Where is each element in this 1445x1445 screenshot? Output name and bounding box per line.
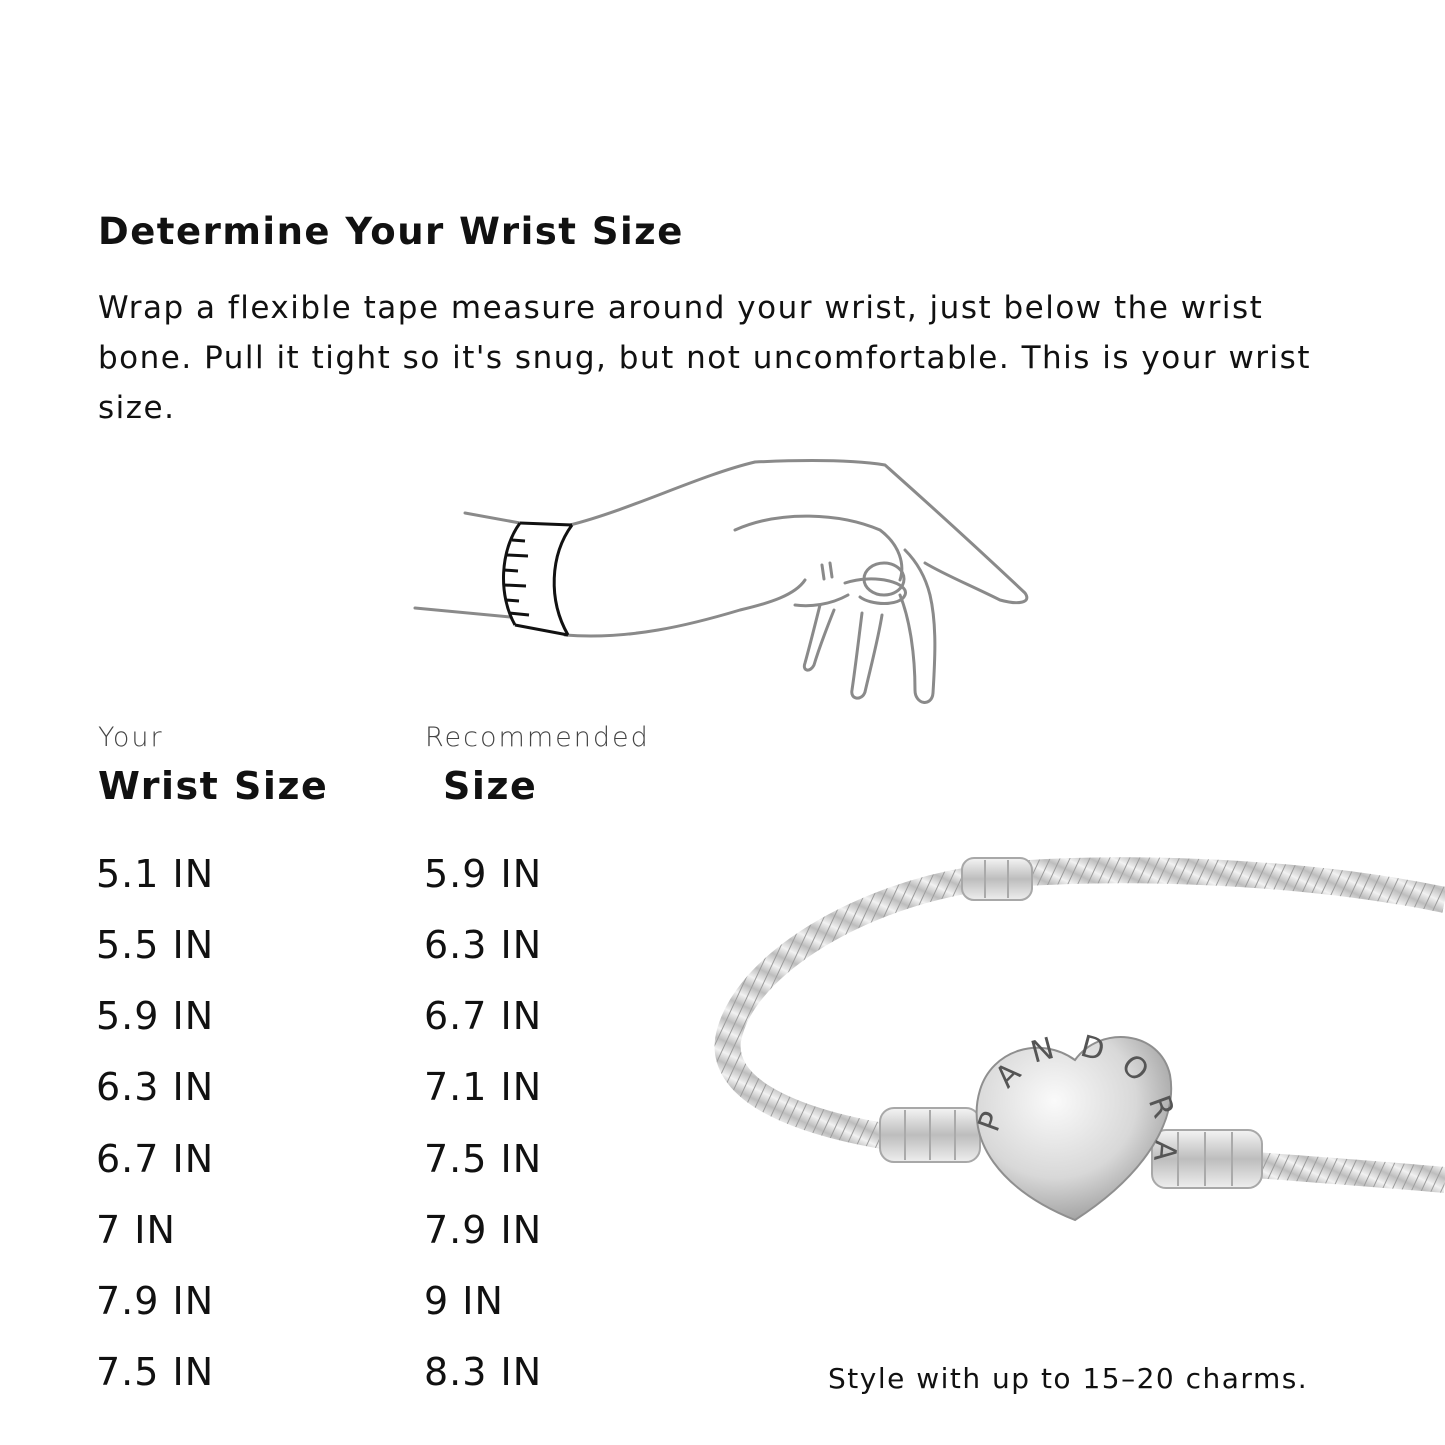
recommended-size-cell: 5.9 IN xyxy=(424,852,543,896)
clasp-letter: P xyxy=(971,1107,1011,1137)
page-heading: Determine Your Wrist Size xyxy=(98,210,684,253)
clasp-letter: A xyxy=(1146,1139,1183,1163)
wrist-size-cell: 5.1 IN xyxy=(96,852,215,896)
charms-note: Style with up to 15–20 charms. xyxy=(828,1362,1309,1395)
clasp-letter: N xyxy=(1027,1031,1058,1071)
wrist-size-cell: 5.9 IN xyxy=(96,994,215,1038)
clasp-letter: D xyxy=(1076,1028,1109,1069)
wrist-size-cell: 5.5 IN xyxy=(96,923,215,967)
hand-tape-measure-illustration xyxy=(400,445,1040,715)
recommended-size-cell: 9 IN xyxy=(424,1279,504,1323)
wrist-size-cell: 7 IN xyxy=(96,1208,176,1252)
recommended-size-cell: 6.7 IN xyxy=(424,994,543,1038)
recommended-size-header: Size xyxy=(443,764,538,808)
wrist-size-cell: 7.9 IN xyxy=(96,1279,215,1323)
wrist-size-cell: 7.5 IN xyxy=(96,1350,215,1394)
recommended-size-header-small: Recommended xyxy=(425,722,650,753)
clasp-letter: O xyxy=(1113,1047,1156,1090)
wrist-size-header: Wrist Size xyxy=(98,764,329,808)
wrist-size-cell: 6.7 IN xyxy=(96,1137,215,1181)
clasp-letter: R xyxy=(1140,1090,1181,1123)
clasp-letter: A xyxy=(988,1055,1028,1095)
wrist-size-cell: 6.3 IN xyxy=(96,1065,215,1109)
instructions-text: Wrap a flexible tape measure around your wrist, just below the wrist bone. Pull it tight so it's snug, but not uncomfortable. This is your wrist size. xyxy=(98,290,1311,426)
recommended-size-cell: 6.3 IN xyxy=(424,923,543,967)
recommended-size-cell: 7.5 IN xyxy=(424,1137,543,1181)
recommended-size-cell: 7.1 IN xyxy=(424,1065,543,1109)
recommended-size-cell: 8.3 IN xyxy=(424,1350,543,1394)
recommended-size-cell: 7.9 IN xyxy=(424,1208,543,1252)
bracelet-image xyxy=(700,820,1445,1240)
wrist-size-header-small: Your xyxy=(98,722,164,753)
